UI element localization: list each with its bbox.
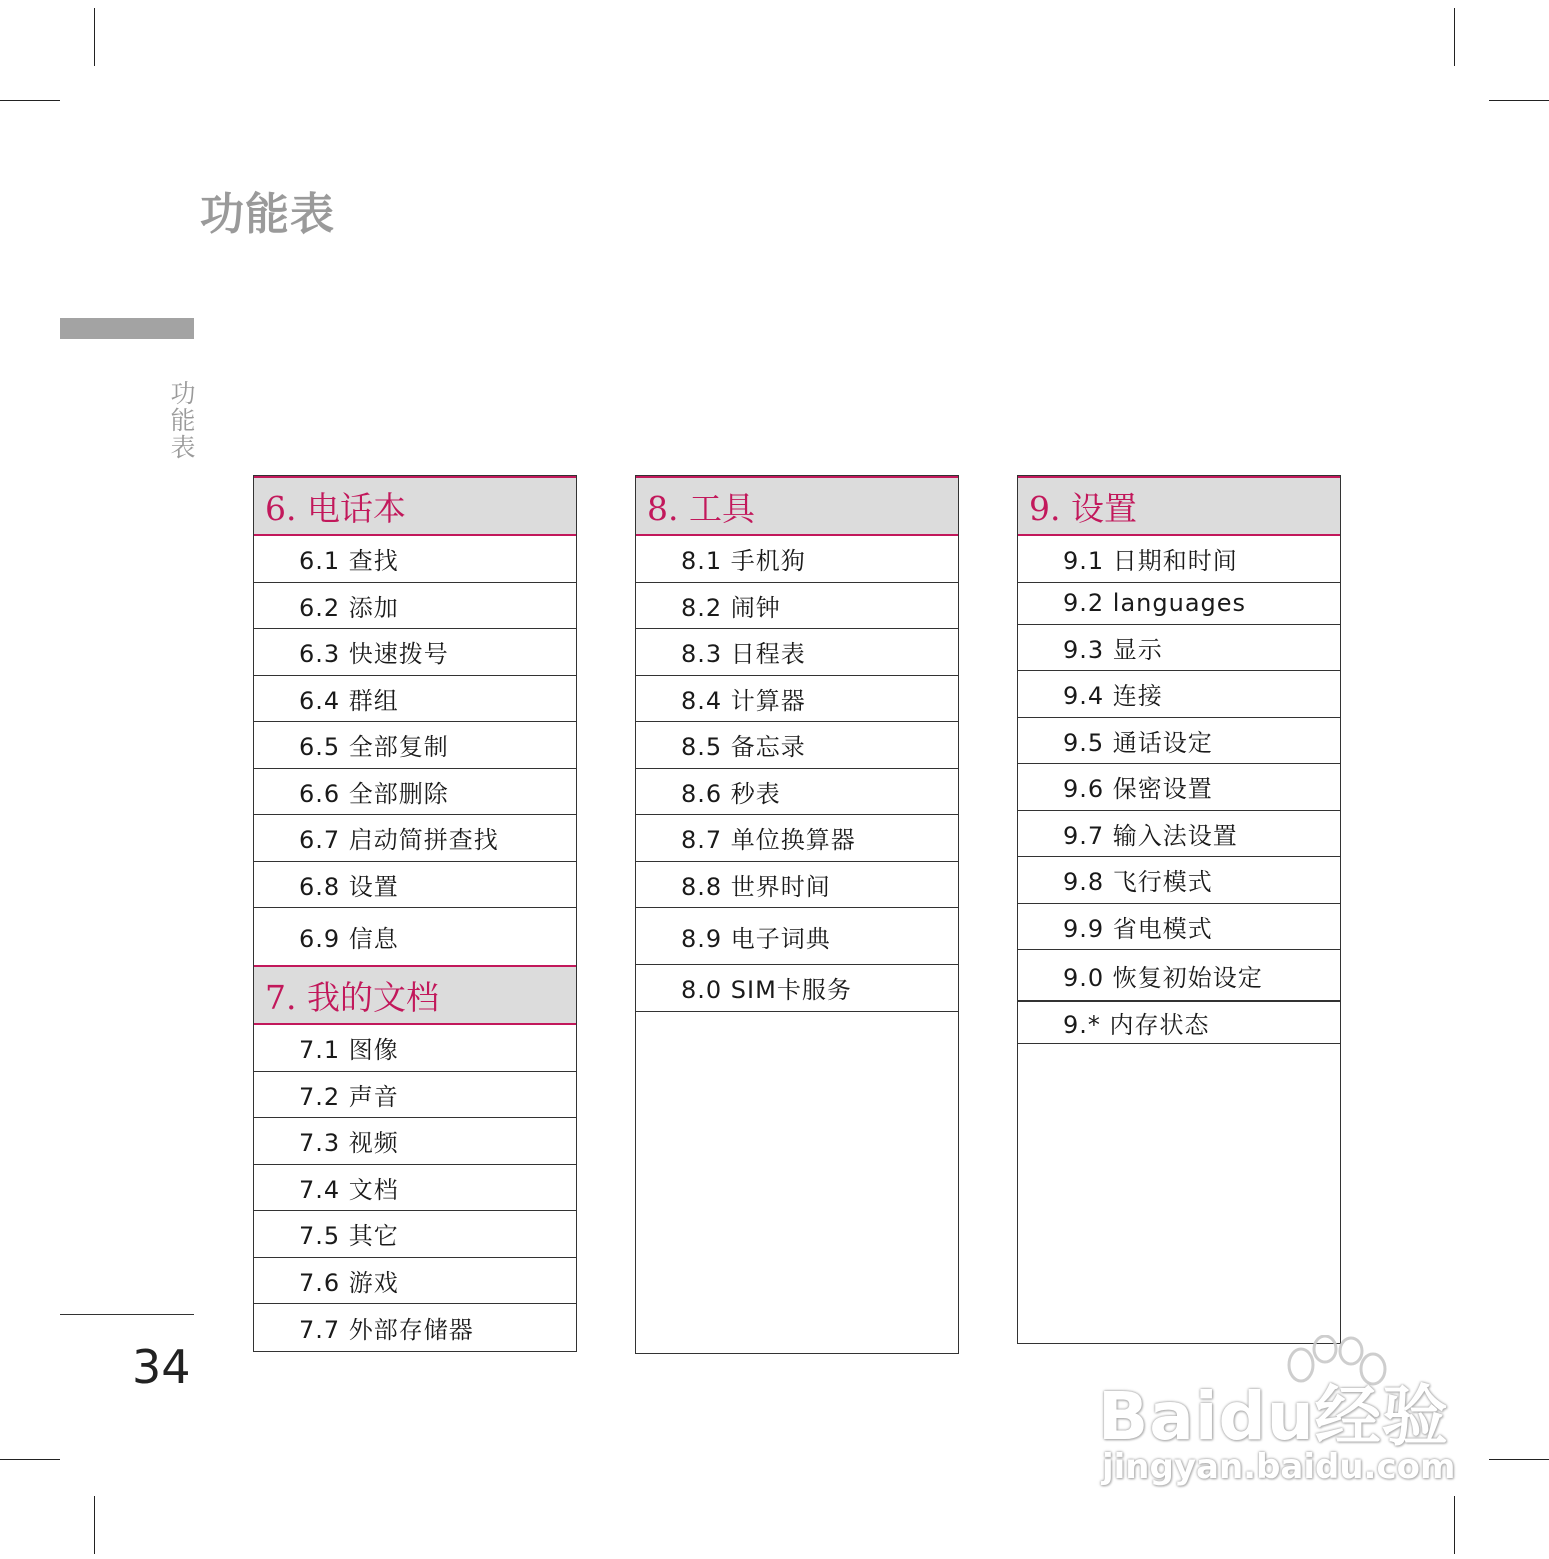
watermark-url: jingyan.baidu.com	[1102, 1447, 1456, 1487]
menu-item: 9.9 省电模式	[1018, 904, 1340, 951]
section-heading-my-documents: 7. 我的文档	[254, 965, 576, 1025]
crop-mark	[94, 1496, 95, 1554]
menu-item: 8.5 备忘录	[636, 722, 958, 769]
watermark-brand: Baidu经验	[1098, 1378, 1449, 1455]
section-heading-tools: 8. 工具	[636, 476, 958, 536]
menu-column-settings	[1017, 475, 1341, 1344]
crop-mark	[0, 1459, 60, 1460]
menu-item: 6.2 添加	[254, 583, 576, 630]
menu-item: 6.3 快速拨号	[254, 629, 576, 676]
menu-item: 9.3 显示	[1018, 625, 1340, 672]
section-heading-phonebook: 6. 电话本	[254, 476, 576, 536]
baidu-watermark	[1098, 1335, 1458, 1505]
menu-item: 6.8 设置	[254, 862, 576, 909]
crop-mark	[1454, 8, 1455, 66]
menu-item: 8.3 日程表	[636, 629, 958, 676]
page-number-rule	[60, 1314, 194, 1315]
side-tab-label: 功能表	[167, 380, 196, 461]
menu-item: 8.9 电子词典	[636, 908, 958, 965]
menu-item: 8.4 计算器	[636, 676, 958, 723]
menu-item: 7.6 游戏	[254, 1258, 576, 1305]
menu-column-tools	[635, 475, 959, 1354]
menu-item: 7.1 图像	[254, 1025, 576, 1072]
page-number: 34	[132, 1340, 191, 1394]
menu-item: 8.1 手机狗	[636, 536, 958, 583]
menu-item: 9.7 输入法设置	[1018, 811, 1340, 858]
menu-item: 8.0 SIM卡服务	[636, 965, 958, 1012]
crop-mark	[94, 8, 95, 66]
menu-item: 6.1 查找	[254, 536, 576, 583]
crop-mark	[0, 100, 60, 101]
menu-item: 8.6 秒表	[636, 769, 958, 816]
crop-mark	[1489, 1459, 1549, 1460]
menu-item: 8.7 单位换算器	[636, 815, 958, 862]
menu-item: 9.* 内存状态	[1018, 1002, 1340, 1044]
menu-item: 6.6 全部删除	[254, 769, 576, 816]
menu-item: 9.4 连接	[1018, 671, 1340, 718]
side-tab-bar	[60, 318, 194, 339]
menu-item: 6.5 全部复制	[254, 722, 576, 769]
page-title: 功能表	[200, 189, 335, 240]
menu-item: 7.5 其它	[254, 1211, 576, 1258]
menu-item: 7.7 外部存储器	[299, 1315, 474, 1344]
menu-item: 7.2 声音	[254, 1072, 576, 1119]
menu-item: 6.7 启动简拼查找	[254, 815, 576, 862]
menu-column-phonebook	[253, 475, 577, 1352]
menu-item: 7.4 文档	[254, 1165, 576, 1212]
menu-item: 7.3 视频	[254, 1118, 576, 1165]
menu-item: 9.5 通话设定	[1018, 718, 1340, 765]
crop-mark	[1489, 100, 1549, 101]
menu-item: 9.0 恢复初始设定	[1018, 950, 1340, 1002]
menu-item: 8.2 闹钟	[636, 583, 958, 630]
menu-item: 6.9 信息	[299, 925, 399, 953]
section-heading-settings: 9. 设置	[1018, 476, 1340, 536]
menu-item: 9.8 飞行模式	[1018, 857, 1340, 904]
menu-item: 8.8 世界时间	[636, 862, 958, 909]
menu-item: 9.6 保密设置	[1018, 764, 1340, 811]
menu-item: 6.4 群组	[254, 676, 576, 723]
menu-item: 9.1 日期和时间	[1018, 536, 1340, 583]
menu-item: 9.2 languages	[1018, 583, 1340, 625]
